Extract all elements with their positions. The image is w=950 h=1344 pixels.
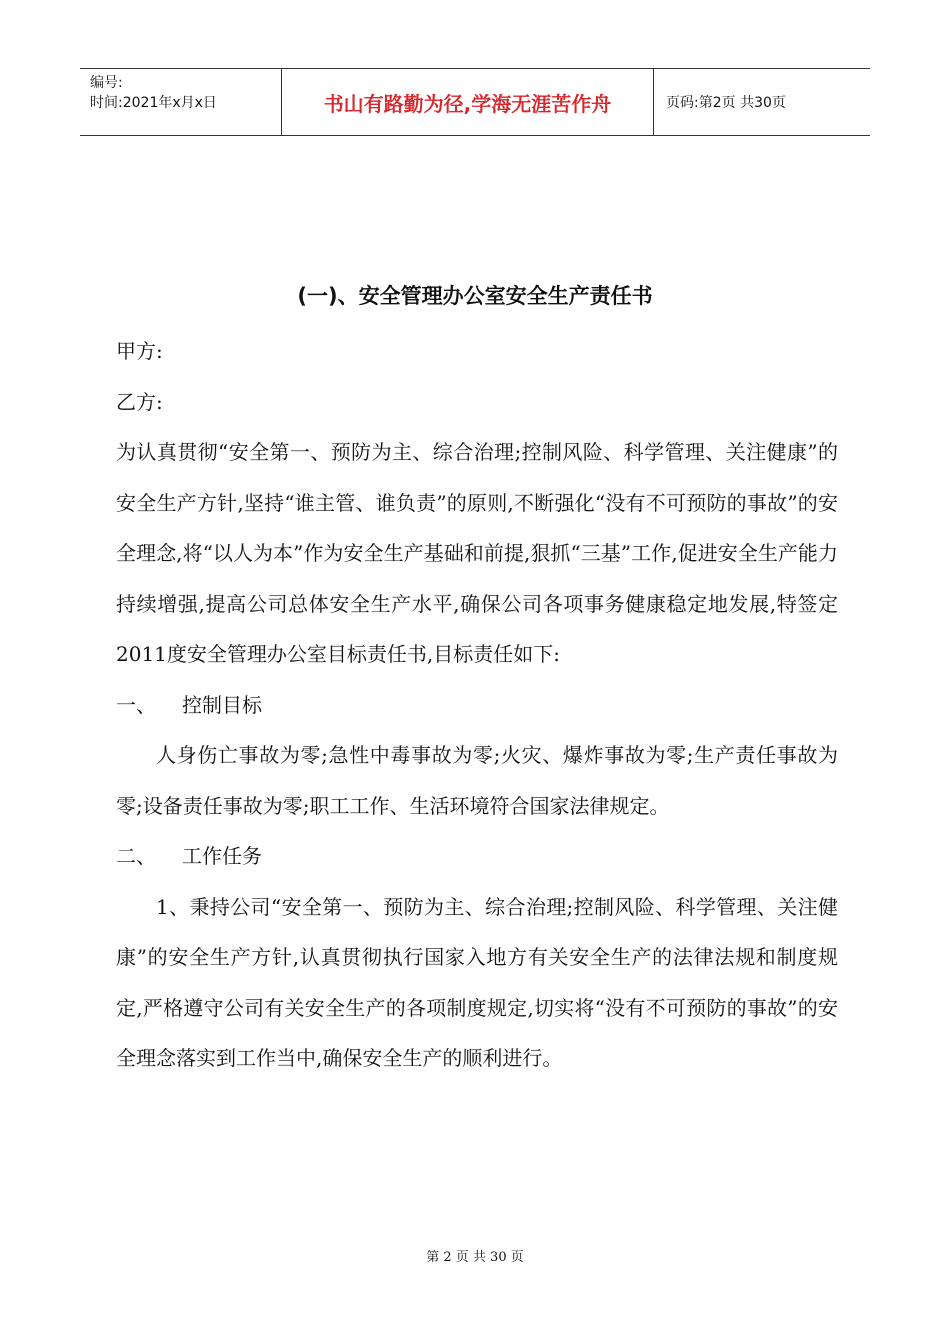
- header-slogan: 书山有路勤为径,学海无涯苦作舟: [282, 69, 654, 135]
- doc-number-label: 编号:: [90, 75, 123, 91]
- party-a-line: 甲方:: [116, 339, 163, 363]
- doc-time-label: 时间:2021年x月x日: [90, 95, 217, 111]
- page-footer: 第 2 页 共 30 页: [426, 1250, 524, 1265]
- section-heading-1: [116, 680, 838, 731]
- section-2-item-1: 1、秉持公司“安全第一、预防为主、综合治理;控制风险、科学管理、关注健康”的安全生产方针,认真贯彻执行国家入地方有关安全生产的法律法规和制度规定,严格遵守公司有关安全生产的各项制度规定,切实将“没有不可预防的事故”的安全理念落实到工作当中,确保安全生产的顺利进行。: [116, 894, 838, 1070]
- page-header: [80, 68, 870, 136]
- section-1-number: 一、: [116, 692, 156, 717]
- header-meta: [80, 69, 282, 135]
- section-heading-2: [116, 831, 838, 882]
- section-2-number: 二、: [116, 844, 156, 868]
- section-1-title: 控制目标: [182, 692, 262, 717]
- section-2-title: 工作任务: [182, 844, 262, 868]
- header-page-code: 页码:第2页 共30页: [666, 95, 786, 111]
- intro-paragraph: 为认真贯彻“安全第一、预防为主、综合治理;控制风险、科学管理、关注健康”的安全生产方针,坚持“谁主管、谁负责”的原则,不断强化“没有不可预防的事故”的安全理念,将“以人为本”作为安全生产基础和前提,狠抓“三基”工作,促进安全生产能力持续增强,提高公司总体安全生产水平,确保公司各项事务健康稳定地发展,特签定2011度安全管理办公室目标责任书,目标责任如下:: [116, 440, 838, 666]
- section-1-paragraph: 人身伤亡事故为零;急性中毒事故为零;火灾、爆炸事故为零;生产责任事故为零;设备责任事故为零;职工工作、生活环境符合国家法律规定。: [116, 743, 838, 818]
- document-title: (一)、安全管理办公室安全生产责任书: [297, 284, 653, 308]
- party-b-line: 乙方:: [116, 389, 163, 414]
- document-body: [116, 326, 838, 1084]
